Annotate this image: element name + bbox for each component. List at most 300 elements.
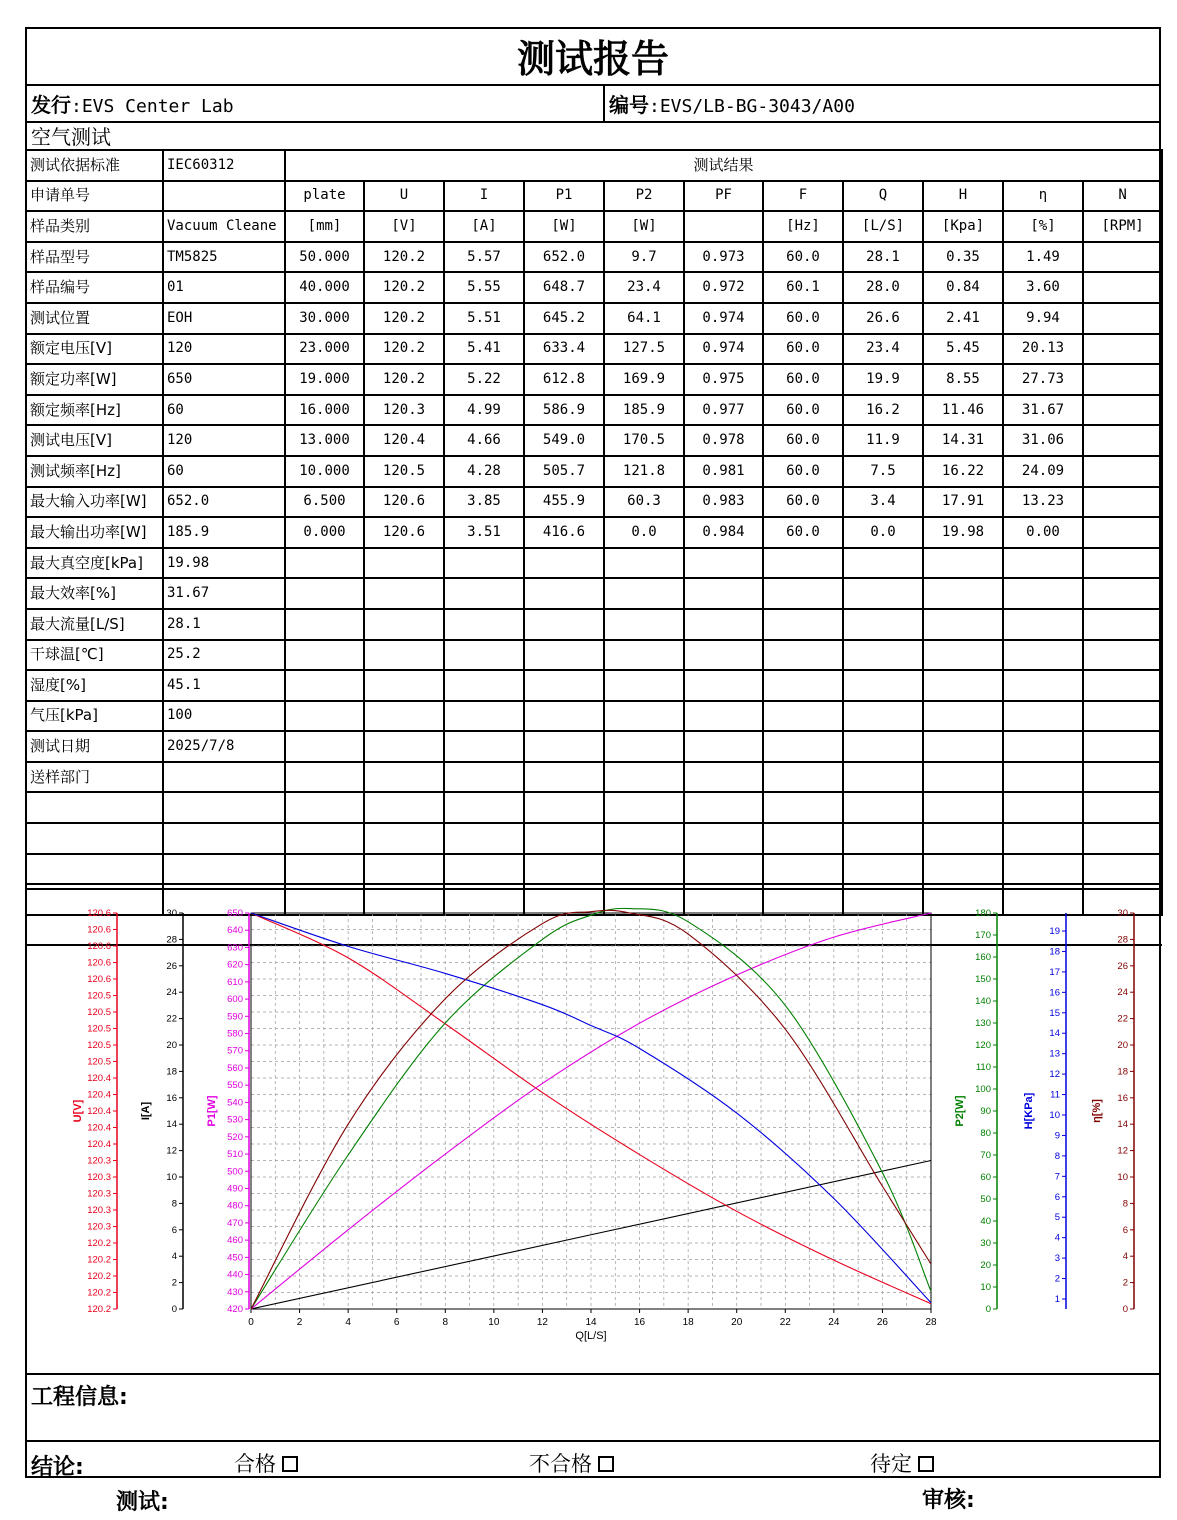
y-tick-label: 26 bbox=[166, 960, 177, 972]
x-tick-label: 0 bbox=[248, 1317, 254, 1328]
column-header: H bbox=[923, 181, 1003, 212]
info-value: Vacuum Cleane bbox=[163, 211, 285, 242]
results-cell bbox=[843, 854, 923, 885]
results-cell bbox=[843, 609, 923, 640]
results-cell: 60.0 bbox=[763, 395, 843, 426]
y-tick-label: 2 bbox=[1122, 1277, 1128, 1289]
info-value: 25.2 bbox=[163, 640, 285, 671]
y-tick-label: 120.2 bbox=[87, 1254, 111, 1266]
x-tick-label: 4 bbox=[345, 1317, 351, 1328]
results-cell bbox=[524, 701, 604, 732]
results-cell bbox=[763, 762, 843, 793]
results-cell: 64.1 bbox=[604, 303, 684, 334]
results-cell bbox=[364, 731, 444, 762]
y-tick-label: 120.3 bbox=[87, 1221, 111, 1233]
table-row bbox=[26, 364, 1162, 395]
pass-label: 合格 bbox=[234, 1452, 276, 1476]
results-cell bbox=[1003, 792, 1083, 823]
y-tick-label: 540 bbox=[227, 1097, 243, 1109]
y-tick-label: 140 bbox=[975, 996, 991, 1007]
info-label: 最大输出功率[W] bbox=[26, 517, 163, 548]
results-cell: 120.5 bbox=[364, 456, 444, 487]
results-cell bbox=[1083, 303, 1162, 334]
table-row bbox=[26, 425, 1162, 456]
y-tick-label: 8 bbox=[171, 1198, 177, 1210]
results-cell bbox=[1083, 334, 1162, 365]
pending-checkbox[interactable] bbox=[918, 1456, 934, 1472]
y-tick-label: 0 bbox=[985, 1304, 991, 1315]
results-cell bbox=[1083, 517, 1162, 548]
column-header: I bbox=[444, 181, 524, 212]
results-cell: 60.0 bbox=[763, 487, 843, 518]
results-cell: 6.500 bbox=[285, 487, 364, 518]
results-cell: 1.49 bbox=[1003, 242, 1083, 273]
code-label: 编号 bbox=[609, 93, 649, 117]
info-label: 样品编号 bbox=[26, 272, 163, 303]
results-cell bbox=[444, 670, 524, 701]
y-tick-label: 120.4 bbox=[87, 1106, 111, 1117]
report-title: 测试报告 bbox=[516, 37, 669, 81]
table-row bbox=[26, 701, 1162, 732]
results-cell: 5.41 bbox=[444, 334, 524, 365]
info-value: EOH bbox=[163, 303, 285, 334]
results-cell bbox=[1003, 578, 1083, 609]
info-value bbox=[163, 854, 285, 885]
y-tick-label: 160 bbox=[975, 952, 991, 963]
info-value: 652.0 bbox=[163, 487, 285, 518]
info-label: 最大效率[%] bbox=[26, 578, 163, 609]
results-cell bbox=[524, 731, 604, 762]
y-tick-label: 2 bbox=[1054, 1273, 1060, 1285]
info-value bbox=[163, 181, 285, 212]
info-label: 测试电压[V] bbox=[26, 425, 163, 456]
y-tick-label: 120.4 bbox=[87, 1089, 111, 1101]
column-unit: [%] bbox=[1003, 211, 1083, 242]
engineering-info-label: 工程信息: bbox=[31, 1385, 128, 1410]
info-label bbox=[26, 792, 163, 823]
results-cell bbox=[524, 823, 604, 854]
results-cell bbox=[1003, 854, 1083, 885]
results-cell bbox=[604, 731, 684, 762]
results-cell bbox=[1083, 731, 1162, 762]
results-cell bbox=[1083, 548, 1162, 579]
column-header: N bbox=[1083, 181, 1162, 212]
results-cell bbox=[1083, 395, 1162, 426]
results-cell: 170.5 bbox=[604, 425, 684, 456]
results-cell: 5.51 bbox=[444, 303, 524, 334]
info-label: 测试位置 bbox=[26, 303, 163, 334]
x-axis-title: Q[L/S] bbox=[575, 1330, 607, 1342]
results-cell bbox=[763, 640, 843, 671]
results-cell bbox=[843, 701, 923, 732]
y-tick-label: 28 bbox=[166, 934, 177, 946]
y-tick-label: 50 bbox=[980, 1194, 991, 1205]
results-cell: 23.4 bbox=[843, 334, 923, 365]
y-tick-label: 90 bbox=[980, 1106, 991, 1117]
results-cell bbox=[604, 548, 684, 579]
results-cell bbox=[843, 640, 923, 671]
results-cell: 4.66 bbox=[444, 425, 524, 456]
results-cell: 0.00 bbox=[1003, 517, 1083, 548]
fail-option[interactable] bbox=[529, 1448, 614, 1478]
results-cell bbox=[444, 640, 524, 671]
y-axis-title: η[%] bbox=[1091, 1099, 1103, 1123]
info-value: 45.1 bbox=[163, 670, 285, 701]
results-cell: 13.000 bbox=[285, 425, 364, 456]
results-cell: 120.2 bbox=[364, 303, 444, 334]
table-row bbox=[26, 242, 1162, 273]
results-cell: 60.0 bbox=[763, 517, 843, 548]
info-value: 31.67 bbox=[163, 578, 285, 609]
column-unit: [Kpa] bbox=[923, 211, 1003, 242]
results-cell: 23.000 bbox=[285, 334, 364, 365]
results-cell bbox=[444, 792, 524, 823]
y-tick-label: 16 bbox=[166, 1092, 177, 1104]
column-header: P1 bbox=[524, 181, 604, 212]
y-tick-label: 460 bbox=[227, 1235, 243, 1247]
table-row bbox=[26, 609, 1162, 640]
results-cell: 0.35 bbox=[923, 242, 1003, 273]
x-tick-label: 24 bbox=[828, 1317, 840, 1328]
conclusion-label: 结论: bbox=[31, 1455, 84, 1480]
y-tick-label: 4 bbox=[1122, 1251, 1128, 1263]
y-tick-label: 120.2 bbox=[87, 1271, 111, 1282]
issuer-field bbox=[31, 87, 234, 121]
divider bbox=[25, 888, 1161, 890]
info-label: 额定功率[W] bbox=[26, 364, 163, 395]
results-cell bbox=[285, 792, 364, 823]
table-row bbox=[26, 517, 1162, 548]
results-cell bbox=[763, 823, 843, 854]
performance-chart bbox=[27, 893, 1159, 1373]
results-cell bbox=[1083, 762, 1162, 793]
issuer-label: 发行 bbox=[31, 93, 71, 117]
results-cell: 20.13 bbox=[1003, 334, 1083, 365]
results-cell bbox=[444, 731, 524, 762]
results-cell bbox=[763, 609, 843, 640]
results-cell bbox=[1003, 548, 1083, 579]
results-cell bbox=[1083, 640, 1162, 671]
results-cell bbox=[1083, 609, 1162, 640]
y-tick-label: 150 bbox=[975, 974, 991, 985]
info-label: 测试频率[Hz] bbox=[26, 456, 163, 487]
results-cell: 5.22 bbox=[444, 364, 524, 395]
y-tick-label: 120.2 bbox=[87, 1304, 111, 1315]
results-cell bbox=[763, 548, 843, 579]
pass-option[interactable] bbox=[234, 1448, 298, 1478]
results-cell: 120.6 bbox=[364, 517, 444, 548]
y-tick-label: 6 bbox=[171, 1224, 177, 1236]
results-cell bbox=[1003, 609, 1083, 640]
y-tick-label: 560 bbox=[227, 1062, 243, 1074]
pending-label: 待定 bbox=[870, 1452, 912, 1476]
y-tick-label: 10 bbox=[1049, 1110, 1060, 1121]
results-cell bbox=[444, 609, 524, 640]
results-cell bbox=[364, 823, 444, 854]
results-cell bbox=[923, 640, 1003, 671]
y-tick-label: 120.5 bbox=[87, 990, 111, 1002]
results-cell: 16.2 bbox=[843, 395, 923, 426]
x-tick-label: 28 bbox=[925, 1317, 937, 1328]
section-title: 空气测试 bbox=[31, 125, 111, 149]
results-cell: 27.73 bbox=[1003, 364, 1083, 395]
results-cell: 16.000 bbox=[285, 395, 364, 426]
results-cell bbox=[364, 609, 444, 640]
table-row bbox=[26, 854, 1162, 885]
results-cell bbox=[285, 578, 364, 609]
results-cell: 30.000 bbox=[285, 303, 364, 334]
results-cell: 169.9 bbox=[604, 364, 684, 395]
y-tick-label: 120.5 bbox=[87, 1007, 111, 1018]
results-cell bbox=[364, 548, 444, 579]
y-tick-label: 170 bbox=[975, 930, 991, 941]
results-cell: 2.41 bbox=[923, 303, 1003, 334]
info-label: 测试日期 bbox=[26, 731, 163, 762]
y-tick-label: 550 bbox=[227, 1080, 243, 1092]
y-tick-label: 120.5 bbox=[87, 1023, 111, 1035]
results-cell bbox=[444, 578, 524, 609]
info-value bbox=[163, 823, 285, 854]
results-cell: 120.4 bbox=[364, 425, 444, 456]
y-tick-label: 120.2 bbox=[87, 1238, 111, 1249]
results-cell bbox=[364, 792, 444, 823]
y-tick-label: 14 bbox=[1049, 1028, 1060, 1040]
results-cell: 8.55 bbox=[923, 364, 1003, 395]
column-unit: [Hz] bbox=[763, 211, 843, 242]
tester-label: 测试: bbox=[116, 1490, 169, 1515]
y-tick-label: 6 bbox=[1122, 1224, 1128, 1236]
results-cell: 50.000 bbox=[285, 242, 364, 273]
results-cell bbox=[763, 792, 843, 823]
y-tick-label: 120.6 bbox=[87, 974, 111, 985]
table-row bbox=[26, 334, 1162, 365]
results-cell: 3.4 bbox=[843, 487, 923, 518]
y-tick-label: 520 bbox=[227, 1131, 243, 1143]
y-tick-label: 11 bbox=[1050, 1089, 1060, 1101]
results-cell: 60.0 bbox=[763, 456, 843, 487]
pending-option[interactable] bbox=[870, 1448, 934, 1478]
results-cell: 648.7 bbox=[524, 272, 604, 303]
column-header: Q bbox=[843, 181, 923, 212]
results-cell: 5.55 bbox=[444, 272, 524, 303]
results-cell: 586.9 bbox=[524, 395, 604, 426]
results-cell bbox=[843, 731, 923, 762]
results-cell bbox=[604, 578, 684, 609]
results-cell: 17.91 bbox=[923, 487, 1003, 518]
results-cell bbox=[285, 731, 364, 762]
table-row bbox=[26, 548, 1162, 579]
results-cell bbox=[1083, 272, 1162, 303]
code-field bbox=[609, 87, 855, 121]
column-unit: [L/S] bbox=[843, 211, 923, 242]
y-tick-label: 120 bbox=[975, 1040, 991, 1051]
y-axis-title: I[A] bbox=[140, 1101, 152, 1121]
results-cell bbox=[1083, 701, 1162, 732]
results-cell bbox=[1003, 701, 1083, 732]
results-cell: 0.0 bbox=[843, 517, 923, 548]
results-cell bbox=[444, 701, 524, 732]
results-cell: 0.974 bbox=[684, 334, 763, 365]
y-tick-label: 14 bbox=[1117, 1119, 1128, 1131]
fail-checkbox[interactable] bbox=[598, 1456, 614, 1472]
results-cell bbox=[1083, 487, 1162, 518]
y-tick-label: 10 bbox=[1117, 1172, 1128, 1183]
info-label: 申请单号 bbox=[26, 181, 163, 212]
table-row bbox=[26, 150, 1162, 181]
results-cell: 28.0 bbox=[843, 272, 923, 303]
y-tick-label: 13 bbox=[1049, 1048, 1060, 1060]
results-cell bbox=[843, 670, 923, 701]
y-tick-label: 500 bbox=[227, 1166, 243, 1178]
info-label: 样品型号 bbox=[26, 242, 163, 273]
y-tick-label: 120.3 bbox=[87, 1155, 111, 1167]
results-cell bbox=[604, 854, 684, 885]
y-tick-label: 30 bbox=[980, 1238, 991, 1249]
info-value: 60 bbox=[163, 395, 285, 426]
results-cell: 19.98 bbox=[923, 517, 1003, 548]
results-cell: 0.978 bbox=[684, 425, 763, 456]
fail-label: 不合格 bbox=[529, 1452, 592, 1476]
y-tick-label: 2 bbox=[171, 1277, 177, 1289]
results-cell bbox=[923, 792, 1003, 823]
y-tick-label: 3 bbox=[1054, 1253, 1060, 1265]
x-tick-label: 6 bbox=[393, 1317, 400, 1328]
y-tick-label: 18 bbox=[1049, 946, 1060, 958]
info-value bbox=[163, 792, 285, 823]
results-cell bbox=[524, 792, 604, 823]
y-tick-label: 30 bbox=[1117, 908, 1128, 919]
info-label: 最大流量[L/S] bbox=[26, 609, 163, 640]
y-tick-label: 120.3 bbox=[87, 1188, 111, 1200]
results-cell bbox=[604, 762, 684, 793]
results-cell: 3.85 bbox=[444, 487, 524, 518]
results-cell bbox=[923, 731, 1003, 762]
results-cell bbox=[285, 701, 364, 732]
results-cell: 16.22 bbox=[923, 456, 1003, 487]
results-cell bbox=[763, 701, 843, 732]
results-cell: 0.000 bbox=[285, 517, 364, 548]
results-cell bbox=[364, 578, 444, 609]
info-label: 样品类别 bbox=[26, 211, 163, 242]
results-cell bbox=[524, 578, 604, 609]
table-row bbox=[26, 823, 1162, 854]
results-cell bbox=[444, 823, 524, 854]
y-tick-label: 15 bbox=[1049, 1007, 1060, 1019]
y-tick-label: 14 bbox=[166, 1119, 177, 1131]
results-cell: 14.31 bbox=[923, 425, 1003, 456]
column-header: F bbox=[763, 181, 843, 212]
results-cell bbox=[604, 823, 684, 854]
results-cell: 5.57 bbox=[444, 242, 524, 273]
issuer-value: :EVS Center Lab bbox=[71, 96, 234, 117]
results-cell: 10.000 bbox=[285, 456, 364, 487]
results-cell bbox=[923, 854, 1003, 885]
results-cell: 0.975 bbox=[684, 364, 763, 395]
reviewer-label: 审核: bbox=[922, 1488, 975, 1513]
pass-checkbox[interactable] bbox=[282, 1456, 298, 1472]
y-axis-title: P1[W] bbox=[206, 1095, 218, 1127]
results-cell: 416.6 bbox=[524, 517, 604, 548]
results-cell bbox=[1083, 456, 1162, 487]
results-cell: 40.000 bbox=[285, 272, 364, 303]
info-label bbox=[26, 823, 163, 854]
results-cell bbox=[684, 609, 763, 640]
y-tick-label: 120.4 bbox=[87, 1139, 111, 1150]
y-tick-label: 10 bbox=[980, 1282, 991, 1293]
y-axis-title: U[V] bbox=[72, 1099, 84, 1123]
results-cell bbox=[684, 762, 763, 793]
results-cell: 185.9 bbox=[604, 395, 684, 426]
results-cell: 4.28 bbox=[444, 456, 524, 487]
results-cell: 121.8 bbox=[604, 456, 684, 487]
results-cell bbox=[364, 670, 444, 701]
results-cell bbox=[524, 854, 604, 885]
results-cell bbox=[923, 762, 1003, 793]
results-cell bbox=[604, 701, 684, 732]
info-value: 60 bbox=[163, 456, 285, 487]
results-cell: 120.2 bbox=[364, 272, 444, 303]
y-tick-label: 9 bbox=[1054, 1130, 1060, 1142]
results-cell bbox=[923, 548, 1003, 579]
y-axis-title: P2[W] bbox=[954, 1095, 966, 1127]
results-cell bbox=[524, 548, 604, 579]
results-cell bbox=[684, 670, 763, 701]
results-cell bbox=[364, 854, 444, 885]
results-cell bbox=[843, 762, 923, 793]
results-cell: 120.2 bbox=[364, 242, 444, 273]
results-cell bbox=[684, 548, 763, 579]
info-value: 650 bbox=[163, 364, 285, 395]
info-label: 送样部门 bbox=[26, 762, 163, 793]
results-cell bbox=[604, 609, 684, 640]
info-label: 最大真空度[kPa] bbox=[26, 548, 163, 579]
results-cell bbox=[843, 823, 923, 854]
y-tick-label: 28 bbox=[1117, 934, 1128, 946]
y-tick-label: 1 bbox=[1054, 1294, 1060, 1305]
divider bbox=[603, 85, 605, 122]
info-value: 120 bbox=[163, 425, 285, 456]
results-cell: 3.51 bbox=[444, 517, 524, 548]
divider bbox=[25, 1440, 1161, 1442]
y-tick-label: 30 bbox=[166, 908, 177, 919]
y-tick-label: 12 bbox=[166, 1145, 177, 1157]
y-tick-label: 600 bbox=[227, 994, 243, 1006]
y-tick-label: 530 bbox=[227, 1114, 243, 1126]
results-cell: 120.2 bbox=[364, 334, 444, 365]
y-tick-label: 650 bbox=[227, 908, 243, 919]
y-tick-label: 610 bbox=[227, 976, 243, 988]
y-tick-label: 18 bbox=[1117, 1066, 1128, 1078]
info-value bbox=[163, 762, 285, 793]
results-cell bbox=[1083, 823, 1162, 854]
results-cell bbox=[923, 609, 1003, 640]
results-cell bbox=[285, 823, 364, 854]
divider bbox=[25, 1373, 1161, 1375]
results-cell bbox=[923, 670, 1003, 701]
y-tick-label: 12 bbox=[1117, 1145, 1128, 1157]
info-value: 185.9 bbox=[163, 517, 285, 548]
results-cell: 60.0 bbox=[763, 364, 843, 395]
results-cell bbox=[763, 731, 843, 762]
results-cell bbox=[285, 548, 364, 579]
table-row bbox=[26, 181, 1162, 212]
results-cell bbox=[524, 670, 604, 701]
results-cell bbox=[684, 640, 763, 671]
y-tick-label: 120.4 bbox=[87, 1073, 111, 1084]
table-row bbox=[26, 303, 1162, 334]
y-tick-label: 60 bbox=[980, 1172, 991, 1183]
results-cell bbox=[763, 578, 843, 609]
